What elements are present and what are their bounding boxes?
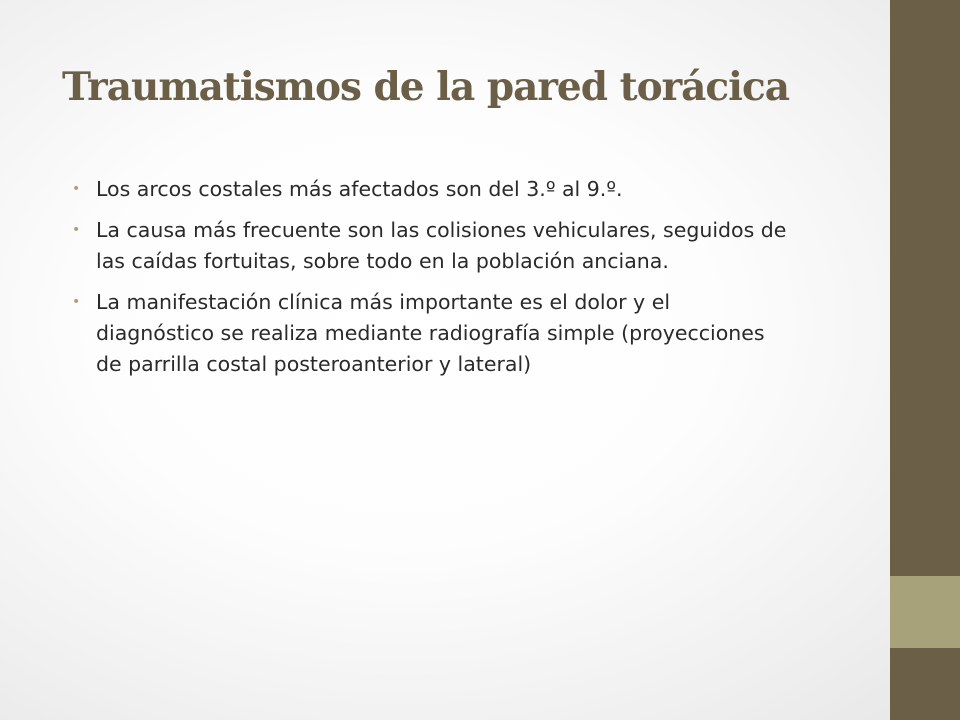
side-accent-bar-middle: [890, 576, 960, 648]
bullet-text: La causa más frecuente son las colisiones vehiculares, seguidos de las caídas fortuitas, sobre todo en la población anciana.: [96, 218, 787, 273]
bullet-dot-icon: •: [72, 181, 81, 197]
bullet-item: [70, 174, 790, 205]
bullet-text: Los arcos costales más afectados son del 3.º al 9.º.: [96, 177, 623, 201]
bullet-item: [70, 287, 790, 380]
bullet-list: [70, 174, 790, 390]
side-accent-bar-top: [890, 0, 960, 576]
slide-title: Traumatismos de la pared torácica: [62, 64, 789, 110]
bullet-text: La manifestación clínica más importante es el dolor y el diagnóstico se realiza mediante radiografía simple (proyecciones de parrilla costal posteroanterior y lateral): [96, 290, 765, 376]
bullet-dot-icon: •: [72, 222, 81, 238]
side-accent-bar-bottom: [890, 648, 960, 720]
bullet-item: [70, 215, 790, 277]
bullet-dot-icon: •: [72, 294, 81, 310]
